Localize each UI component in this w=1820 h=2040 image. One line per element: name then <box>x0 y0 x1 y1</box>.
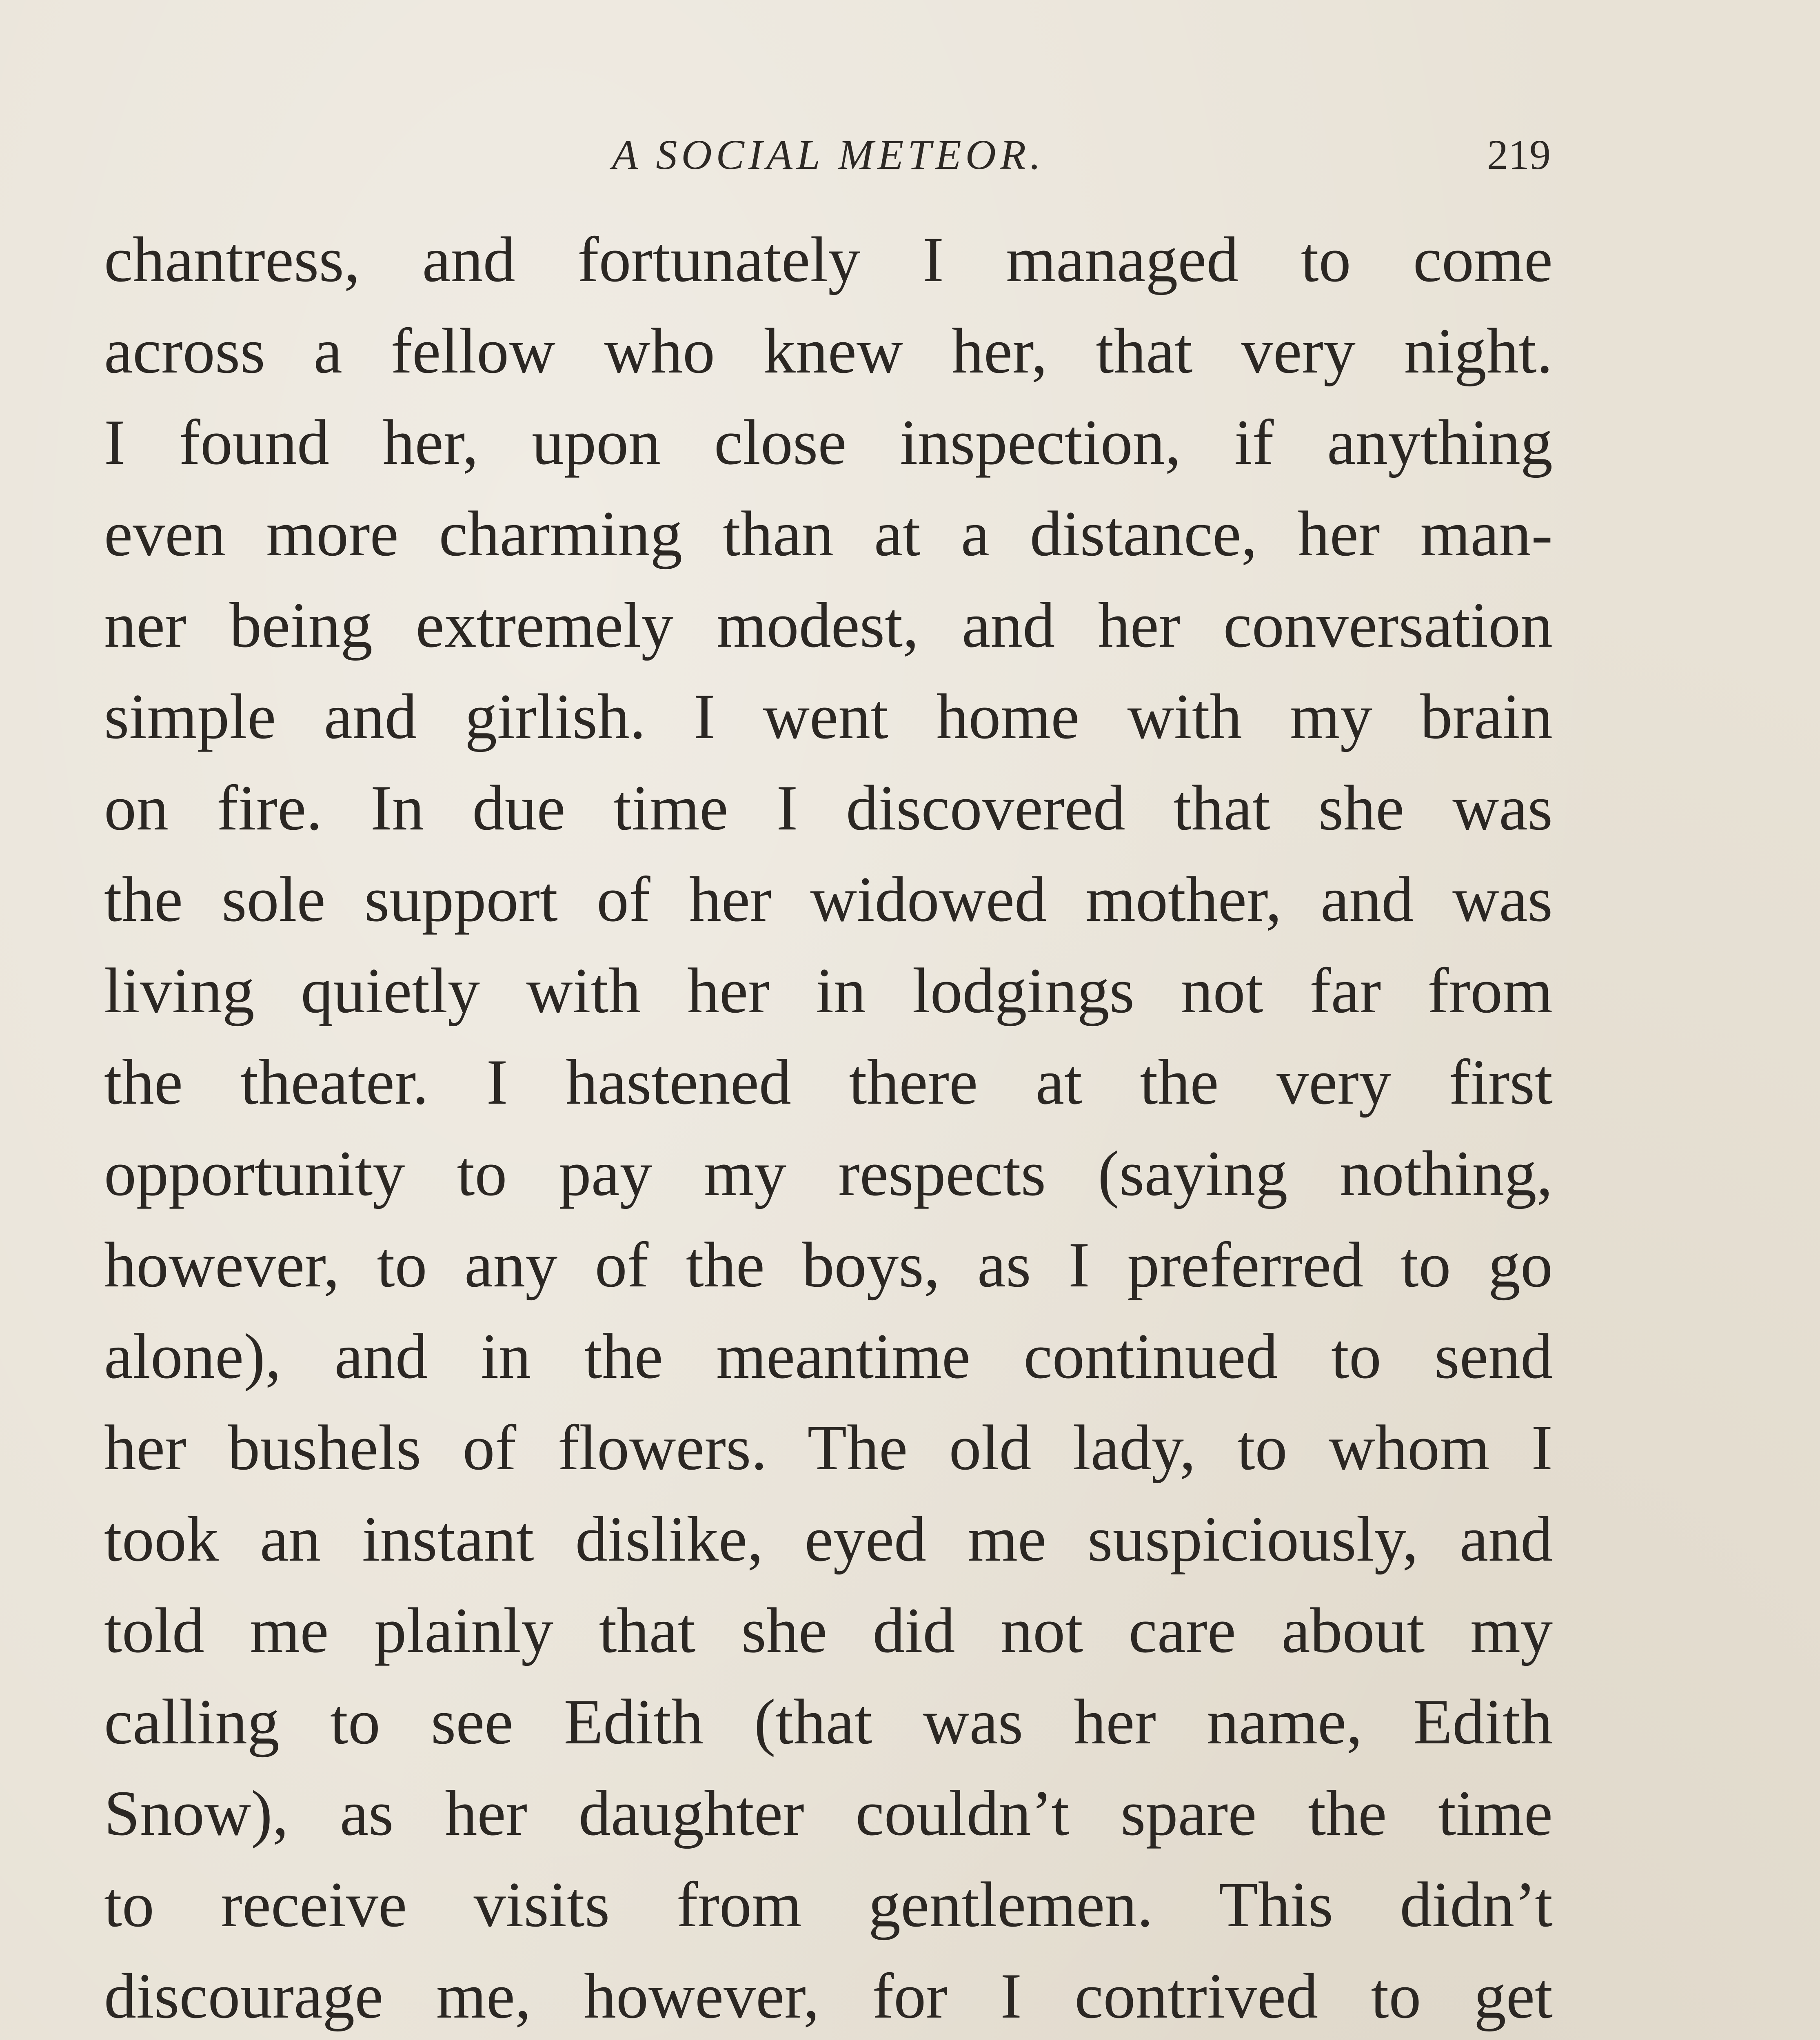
text-line: took an instant dislike, eyed me suspiciously, and <box>104 1503 1553 1575</box>
text-line: across a fellow who knew her, that very night. <box>104 315 1553 387</box>
text-line: simple and girlish. I went home with my brain <box>104 681 1553 752</box>
text-line: her bushels of flowers. The old lady, to whom I <box>104 1412 1553 1483</box>
running-head-title: A SOCIAL METEOR. <box>612 131 1045 178</box>
text-line: chantress, and fortunately I managed to come <box>104 224 1553 295</box>
text-line: calling to see Edith (that was her name, Edith <box>104 1686 1553 1758</box>
text-line: opportunity to pay my respects (saying nothing, <box>104 1138 1553 1209</box>
text-line: told me plainly that she did not care about my <box>104 1595 1553 1666</box>
text-line: Snow), as her daughter couldn’t spare the time <box>104 1778 1553 1849</box>
text-line: alone), and in the meantime continued to send <box>104 1321 1553 1392</box>
text-line: even more charming than at a distance, her man- <box>104 498 1553 570</box>
text-line: I found her, upon close inspection, if anything <box>104 407 1553 478</box>
text-line: the theater. I hastened there at the very first <box>104 1047 1553 1118</box>
text-line: to receive visits from gentlemen. This didn’t <box>104 1869 1553 1940</box>
text-line: living quietly with her in lodgings not far from <box>104 955 1553 1027</box>
text-line: discourage me, however, for I contrived to get <box>104 1960 1553 2032</box>
running-head <box>106 122 1551 200</box>
text-line: however, to any of the boys, as I preferred to go <box>104 1229 1553 1301</box>
text-line: on fire. In due time I discovered that she was <box>104 772 1553 844</box>
body-text <box>104 214 1553 2040</box>
text-line: ner being extremely modest, and her conversation <box>104 590 1553 661</box>
page-number: 219 <box>1487 131 1551 178</box>
text-line: the sole support of her widowed mother, and was <box>104 864 1553 935</box>
